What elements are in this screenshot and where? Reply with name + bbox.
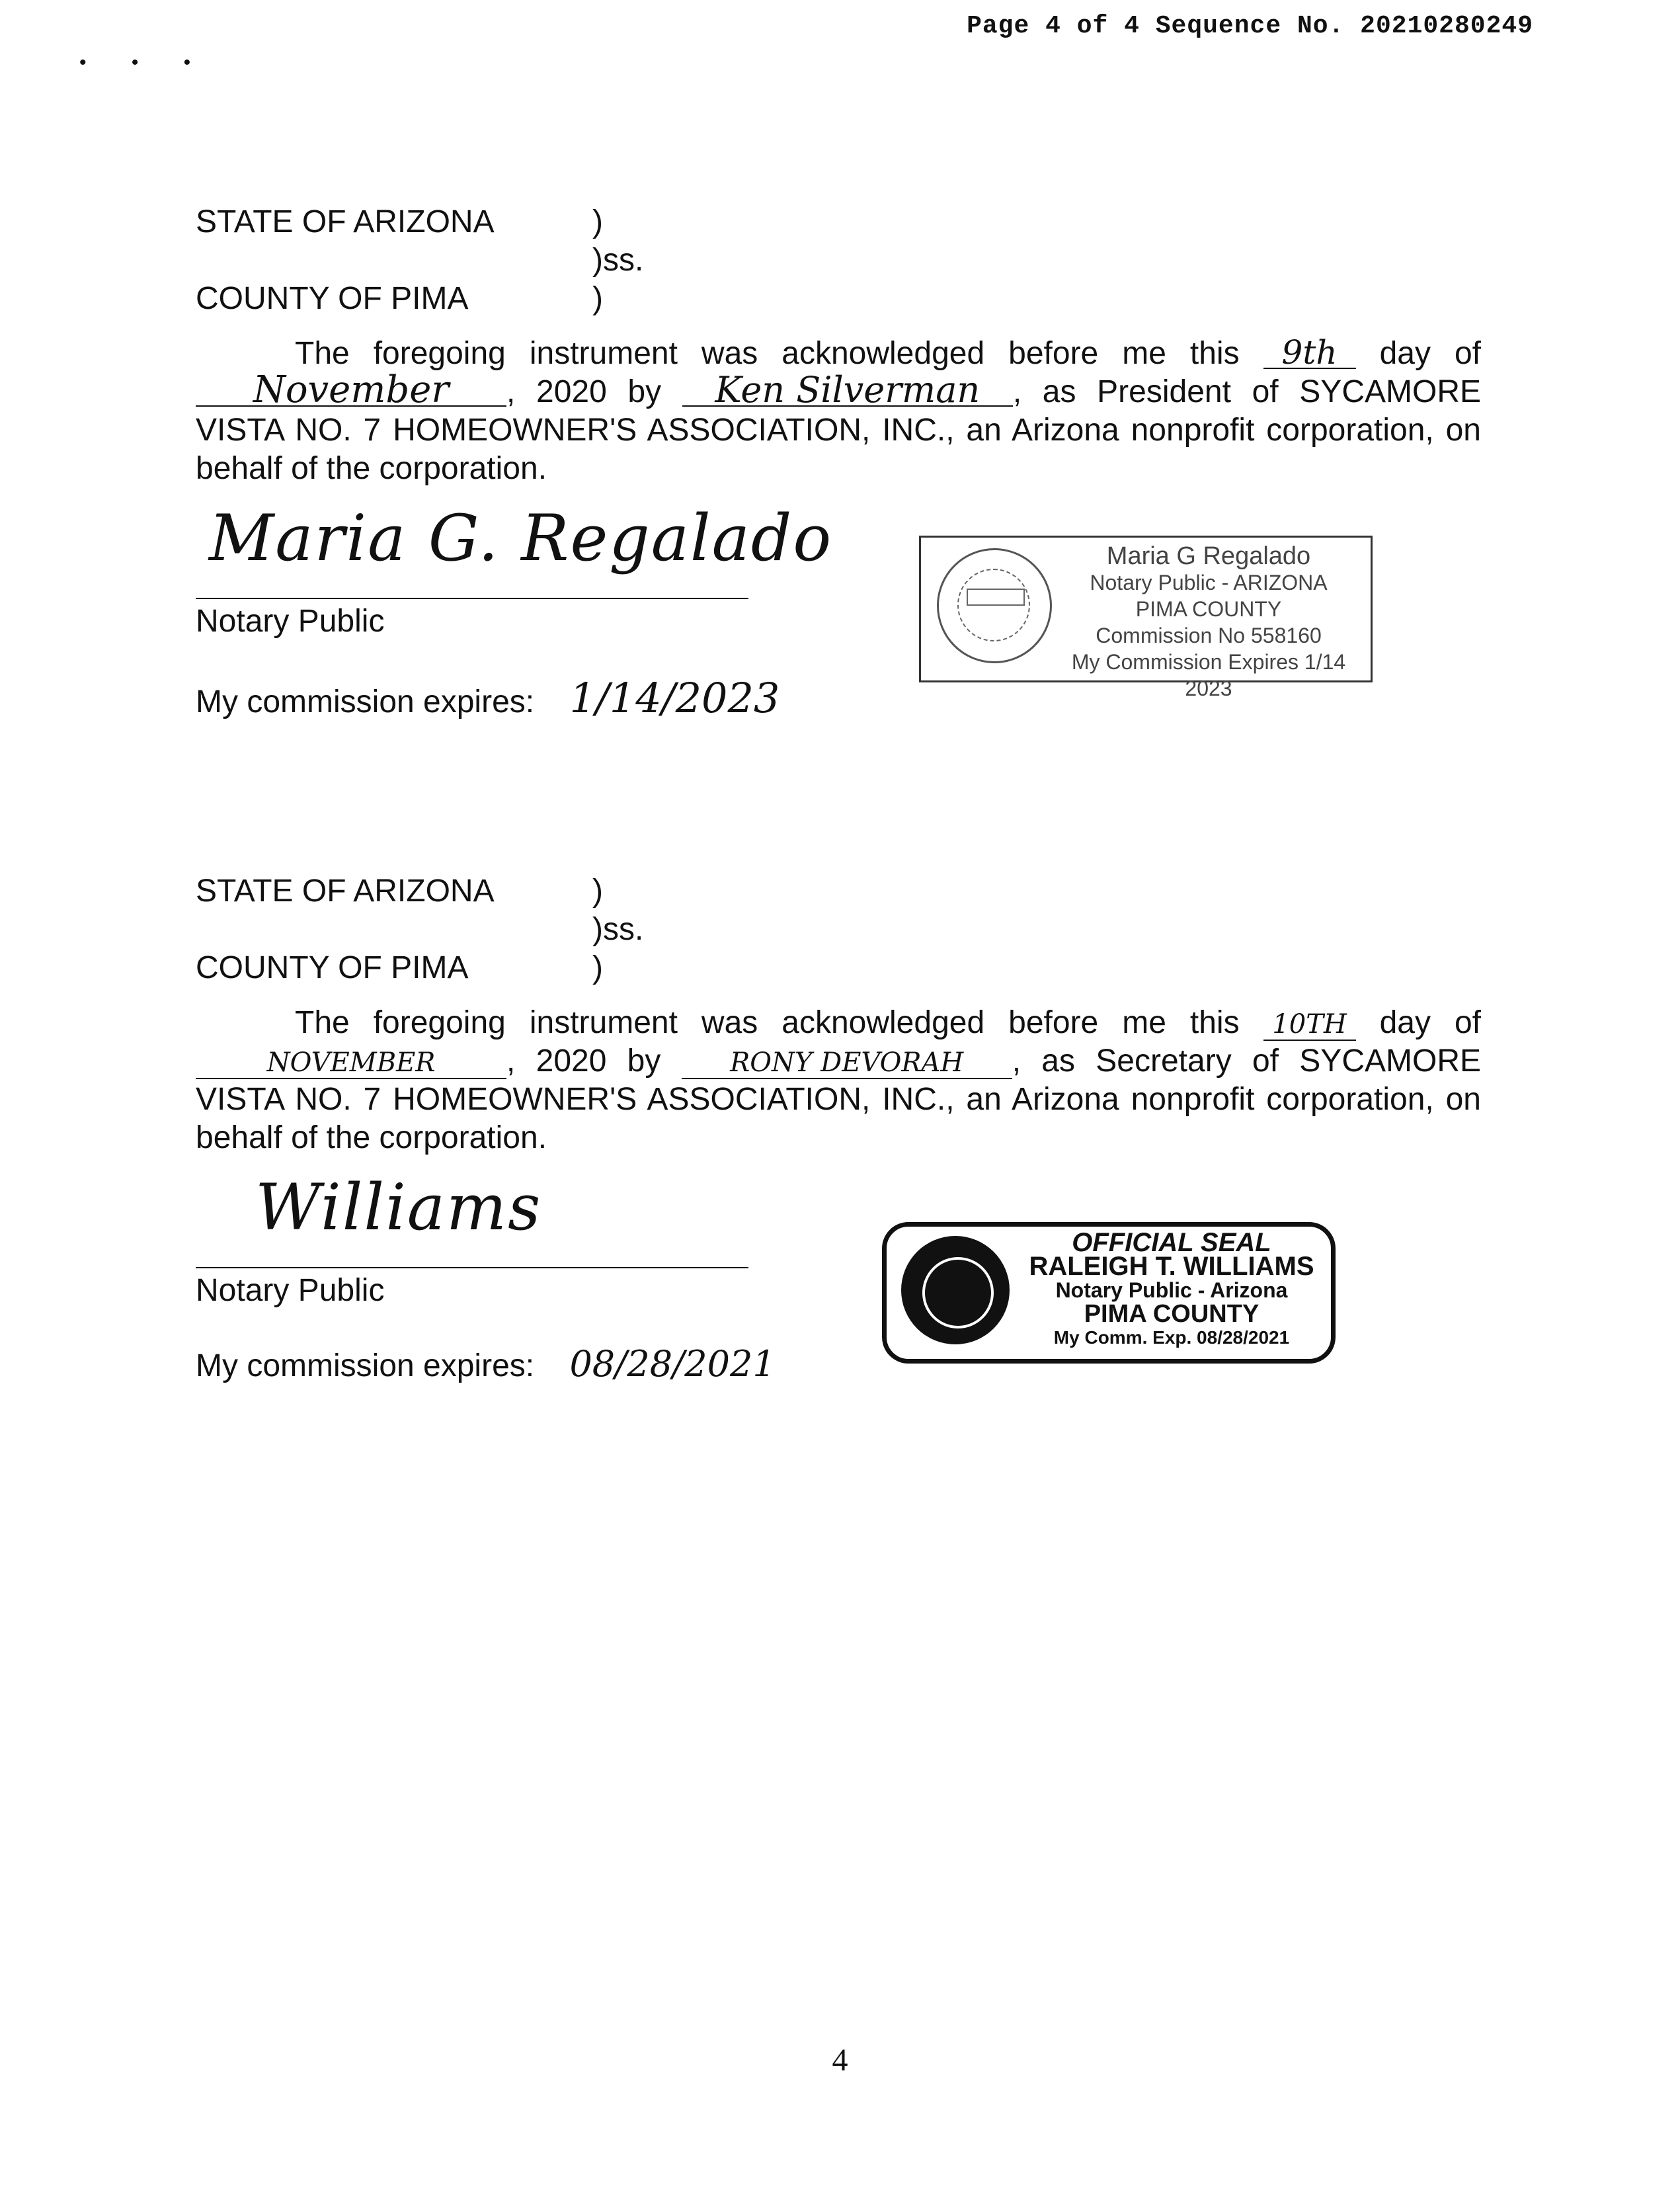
commission-label: My commission expires:	[196, 684, 535, 719]
handwritten-month: November	[196, 375, 506, 407]
state-paren: )	[592, 874, 603, 909]
state-row	[196, 873, 1481, 911]
acknowledgment-paragraph	[196, 1004, 1481, 1157]
ack-text-4: , as Secretary of SYCAMORE VISTA NO. 7 HOMEOWNER'S ASSOCIATION, INC., an Arizona nonprofit corporation, on behalf of the corporation.	[196, 1043, 1482, 1155]
handwritten-commission-date: 08/28/2021	[569, 1343, 776, 1385]
commission-label: My commission expires:	[196, 1348, 535, 1383]
handwritten-signer: RONY DEVORAH	[682, 1047, 1012, 1079]
notary-public-label: Notary Public	[196, 604, 385, 639]
notary-stamp-williams	[882, 1222, 1336, 1364]
stamp-expires: My Commission Expires 1/14 2023	[1071, 650, 1346, 700]
arizona-seal-icon	[901, 1236, 1010, 1344]
county-label: COUNTY OF PIMA	[196, 281, 469, 316]
arizona-seal-icon	[937, 548, 1052, 663]
handwritten-day: 9th	[1263, 337, 1356, 369]
county-paren: )	[592, 281, 603, 316]
signature-line	[196, 1267, 748, 1268]
handwritten-signer: Ken Silverman	[682, 375, 1013, 407]
state-label: STATE OF ARIZONA	[196, 874, 495, 909]
stamp-name: Maria G Regalado	[1106, 542, 1311, 570]
notary-signature: Williams	[255, 1170, 542, 1245]
ack-text-4: , as President of SYCAMORE VISTA NO. 7 HOMEOWNER'S ASSOCIATION, INC., an Arizona nonprofit corporation, on behalf of the corporation.	[196, 374, 1482, 486]
acknowledgment-paragraph	[196, 335, 1481, 488]
stamp-title: Notary Public - Arizona	[1055, 1278, 1288, 1302]
county-row	[196, 280, 1481, 319]
signature-line	[196, 598, 748, 599]
county-label: COUNTY OF PIMA	[196, 950, 469, 985]
stamp-title: Notary Public - ARIZONA	[1090, 571, 1328, 594]
ack-text-2: day of	[1379, 336, 1482, 371]
ss-row	[196, 242, 1481, 280]
stamp-official-seal: OFFICIAL SEAL	[1072, 1228, 1271, 1257]
ss-label: )ss.	[592, 912, 644, 947]
scan-specks: • • •	[79, 52, 211, 73]
notary-signature: Maria G. Regalado	[209, 501, 833, 575]
stamp-commission-no: Commission No 558160	[1096, 624, 1322, 647]
county-paren: )	[592, 950, 603, 985]
ss-row	[196, 911, 1481, 950]
stamp-text	[1053, 543, 1364, 702]
stamp-name: RALEIGH T. WILLIAMS	[1029, 1252, 1314, 1281]
stamp-county: PIMA COUNTY	[1135, 597, 1282, 621]
notary-public-label: Notary Public	[196, 1273, 385, 1308]
ack-text-2: day of	[1379, 1005, 1482, 1040]
ack-text-3: , 2020 by	[506, 374, 662, 409]
page-number: 4	[832, 2043, 848, 2078]
stamp-text	[1016, 1228, 1327, 1350]
stamp-county: PIMA COUNTY	[1084, 1300, 1260, 1328]
county-row	[196, 950, 1481, 988]
recording-header: Page 4 of 4 Sequence No. 20210280249	[967, 12, 1533, 40]
ack-text-1: The foregoing instrument was acknowledged before me this	[295, 1005, 1240, 1040]
ss-label: )ss.	[592, 243, 644, 278]
state-label: STATE OF ARIZONA	[196, 204, 495, 239]
handwritten-day: 10TH	[1263, 1009, 1356, 1041]
notary-stamp-regalado	[919, 536, 1373, 700]
stamp-expires: My Comm. Exp. 08/28/2021	[1053, 1327, 1290, 1348]
state-row	[196, 204, 1481, 242]
handwritten-commission-date: 1/14/2023	[569, 674, 780, 722]
handwritten-month: NOVEMBER	[196, 1047, 506, 1079]
state-paren: )	[592, 204, 603, 239]
ack-text-3: , 2020 by	[506, 1043, 661, 1079]
ack-text-1: The foregoing instrument was acknowledged before me this	[295, 336, 1240, 371]
